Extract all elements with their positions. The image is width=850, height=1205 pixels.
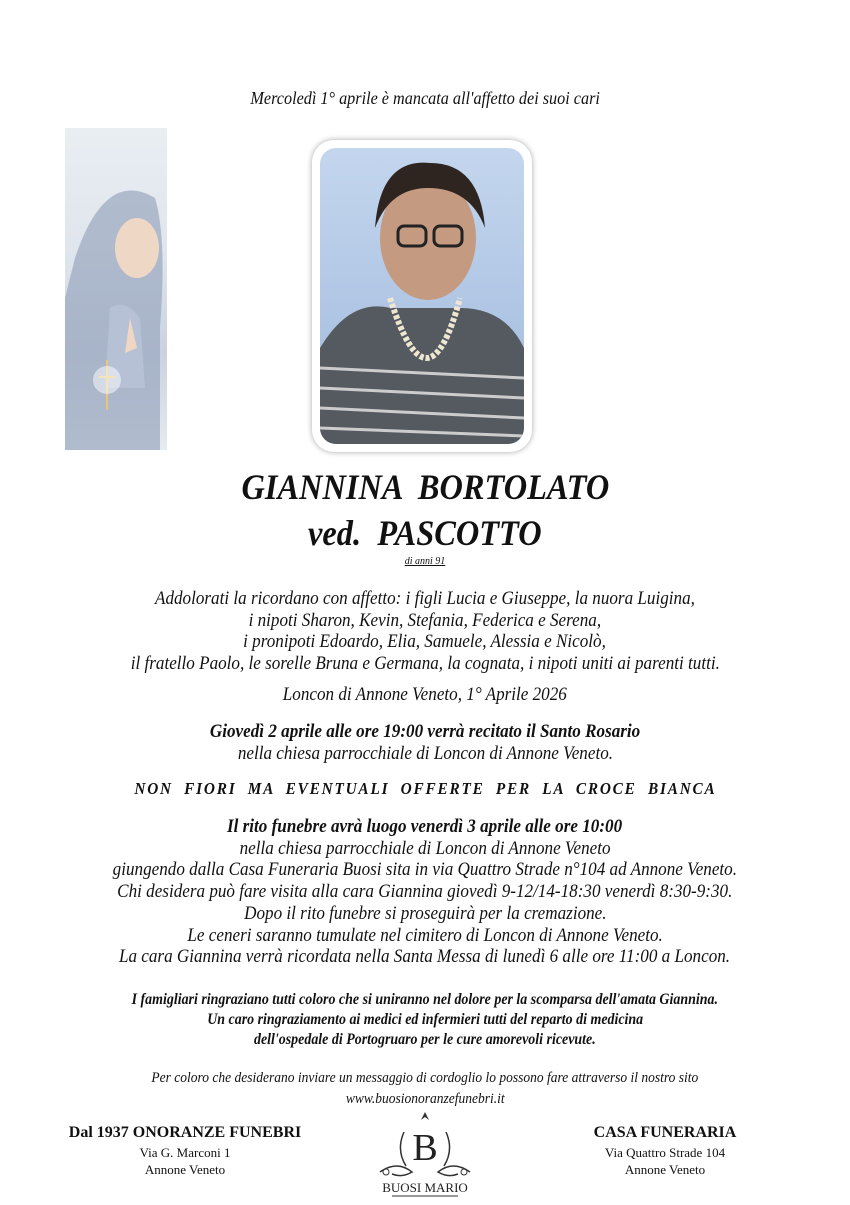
age: di anni 91 xyxy=(404,556,446,567)
funeral-house-info: CASA FUNERARIA Via Quattro Strade 104 Annone Veneto xyxy=(593,1124,737,1177)
deceased-portrait xyxy=(320,148,524,444)
svg-text:B: B xyxy=(412,1127,438,1169)
laurel-logo-icon xyxy=(372,1110,478,1200)
funeral-details: Il rito funebre avrà luogo venerdì 3 aprile alle ore 10:00 nella chiesa parrocchiale di Loncon di Annone Veneto giungendo dalla Casa Funeraria Buosi sita in via Quattro Strade n°104 ad Annone Veneto. Chi desidera può fare visita alla cara Giannina giovedì 9-12/14-18:30 venerdì 8:30-9:30. Dopo il rito funebre si proseguirà per la cremazione. Le ceneri saranno tumulate nel cimitero di Loncon di Annone Veneto. La cara Giannina verrà ricordata nella Santa Messa di lunedì 6 alle ore 11:00 a Loncon. xyxy=(112,816,738,968)
portrait-icon xyxy=(320,148,524,444)
deceased-photo-frame xyxy=(312,140,532,452)
buosi-logo xyxy=(372,1110,478,1200)
svg-text:BUOSI MARIO: BUOSI MARIO xyxy=(382,1180,468,1195)
condolence-info: Per coloro che desiderano inviare un messaggio di cordoglio lo possono fare attraverso il nostro sito www.buosionoranzefunebri.it xyxy=(0,1068,850,1110)
announcement-header: Mercoledì 1° aprile è mancata all'affetto dei suoi cari xyxy=(250,88,600,108)
website-link[interactable]: www.buosionoranzefunebri.it xyxy=(345,1091,505,1107)
deceased-name: GIANNINA BORTOLATO xyxy=(241,467,609,507)
rosary-notice: Giovedì 2 aprile alle ore 19:00 verrà recitato il Santo Rosario nella chiesa parrocchiale di Loncon di Annone Veneto. xyxy=(209,721,641,764)
madonna-image xyxy=(65,128,167,450)
family-list: Addolorati la ricordano con affetto: i figli Lucia e Giuseppe, la nuora Luigina, i nipoti Sharon, Kevin, Stefania, Federica e Serena, i pronipoti Edoardo, Elia, Samuele, Alessia e Nicolò, il fratello Paolo, le sorelle Bruna e Germana, la cognata, i nipoti uniti ai parenti tutti. xyxy=(130,588,720,674)
thanks-notice: I famigliari ringraziano tutti coloro che si uniranno nel dolore per la scomparsa dell'amata Giannina. Un caro ringraziamento ai medici ed infermieri tutti del reparto di medicina dell'ospedale di Portogruaro per le cure amorevoli ricevute. xyxy=(131,991,719,1048)
no-flowers-notice: NON FIORI MA EVENTUALI OFFERTE PER LA CROCE BIANCA xyxy=(133,779,717,798)
widow-of-name: ved. PASCOTTO xyxy=(308,513,542,553)
funeral-home-info: Dal 1937 ONORANZE FUNEBRI Via G. Marconi 1 Annone Veneto xyxy=(68,1124,302,1177)
praying-madonna-icon xyxy=(65,128,167,450)
place-date: Loncon di Annone Veneto, 1° Aprile 2026 xyxy=(282,684,568,705)
